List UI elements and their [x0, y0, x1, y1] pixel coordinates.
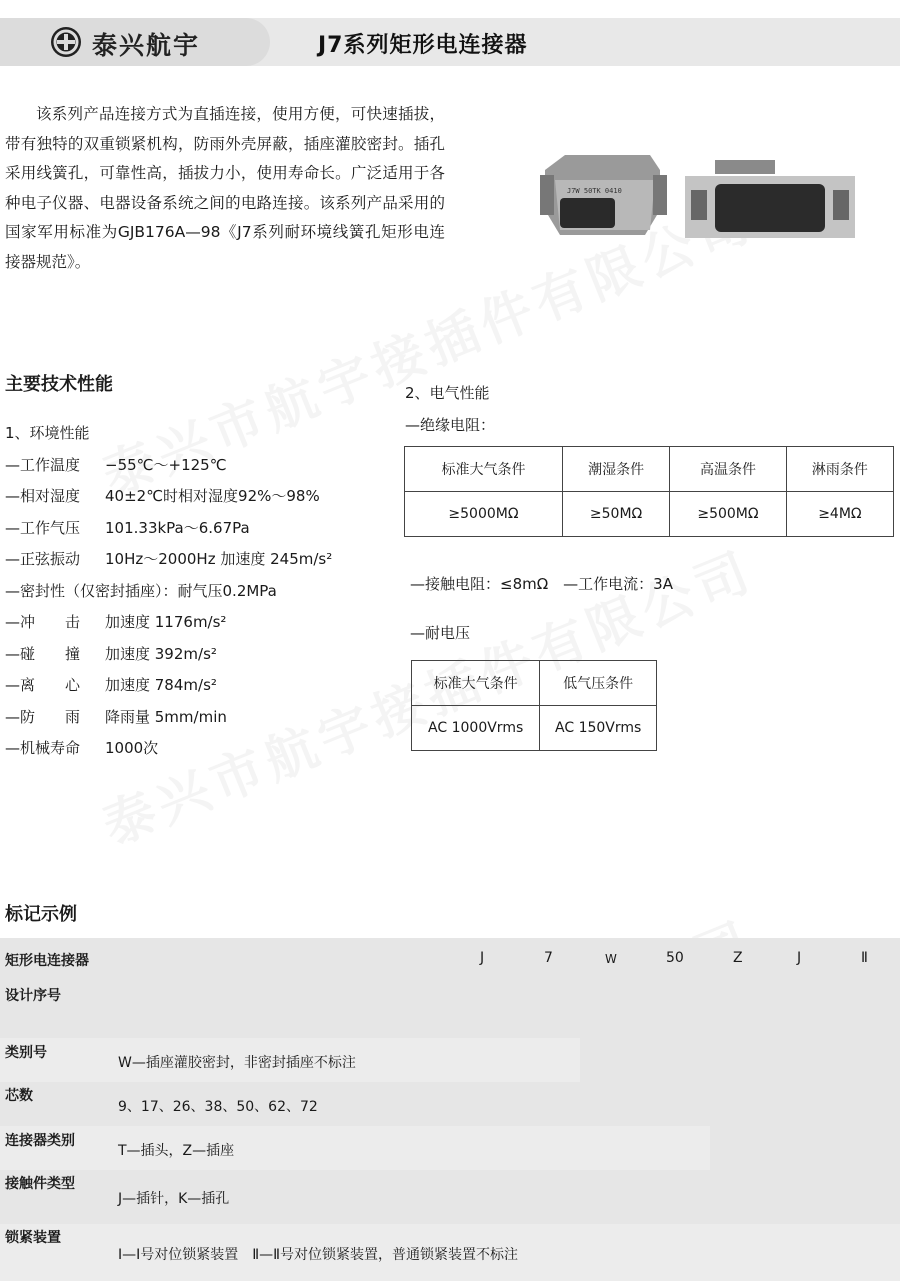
marking-code: Z	[733, 950, 743, 966]
table-cell: ≥500MΩ	[670, 492, 787, 537]
connector-plug-image	[535, 150, 670, 245]
marking-code: Ⅱ	[861, 950, 868, 966]
spec-label: —机械寿命	[5, 739, 81, 757]
withstand-label: —耐电压	[410, 624, 471, 642]
insulation-table	[404, 446, 894, 537]
env-spec-list	[5, 418, 395, 765]
table-cell: AC 1000Vrms	[412, 706, 540, 751]
spec-row	[5, 513, 395, 545]
table-row	[405, 492, 894, 537]
marking-band	[580, 980, 640, 1082]
table-cell: ≥50MΩ	[563, 492, 670, 537]
marking-band	[0, 1082, 710, 1126]
spec-row	[5, 639, 395, 671]
marking-desc: W—插座灌胶密封，非密封插座不标注	[118, 1055, 356, 1071]
marking-code: J	[480, 950, 485, 966]
spec-label: —防 雨	[5, 707, 81, 726]
spec-row	[5, 576, 395, 608]
table-header-cell: 潮湿条件	[563, 447, 670, 492]
photo-label: J7W 50TK 0410	[567, 187, 622, 195]
marking-desc: Ⅰ—Ⅰ号对位锁紧装置 Ⅱ—Ⅱ号对位锁紧装置，普通锁紧装置不标注	[118, 1247, 519, 1263]
marking-code: 7	[544, 950, 553, 966]
spec-value: 10Hz～2000Hz 加速度 245m/s²	[105, 550, 333, 568]
tech-heading: 主要技术性能	[5, 374, 113, 395]
marking-code: W	[605, 952, 617, 966]
spec-label: —相对湿度	[5, 487, 81, 505]
spec-row	[5, 481, 395, 513]
marking-band	[0, 938, 900, 980]
spec-label: —正弦振动	[5, 550, 81, 568]
table-header-row	[412, 661, 657, 706]
insulation-label: —绝缘电阻：	[405, 416, 496, 434]
brand-name: 泰兴航宇	[92, 31, 201, 60]
contact-resistance-line: —接触电阻：≤8mΩ —工作电流：3A	[410, 575, 673, 593]
spec-value: 101.33kPa～6.67Pa	[105, 518, 250, 537]
marking-band	[0, 980, 580, 1038]
marking-code: 50	[666, 950, 684, 966]
marking-desc: T—插头，Z—插座	[118, 1143, 235, 1159]
company-logo-icon	[50, 26, 82, 58]
table-header-cell: 高温条件	[670, 447, 787, 492]
spec-value: 加速度 784m/s²	[105, 676, 217, 694]
intro-paragraph: 该系列产品连接方式为直插连接，使用方便，可快速插拔，带有独特的双重锁紧机构，防雨外壳屏蔽，插座灌胶密封。插孔采用线簧孔，可靠性高，插拔力小，使用寿命长。广泛适用于各种电子仪器、电器设备系统之间的电路连接。该系列产品采用的国家军用标准为GJB176A—98《J7系列耐环境线簧孔矩形电连接器规范》。	[5, 105, 445, 271]
spec-value: −55℃～+125℃	[105, 455, 227, 474]
spec-label: —离 心	[5, 676, 81, 694]
spec-label: —冲 击	[5, 613, 81, 631]
table-header-cell: 标准大气条件	[405, 447, 563, 492]
marking-label: 矩形电连接器	[5, 953, 89, 969]
spec-value: 加速度 392m/s²	[105, 644, 217, 663]
marking-band	[0, 1126, 770, 1170]
marking-label: 连接器类别	[5, 1133, 75, 1149]
spec-value: 降雨量 5mm/min	[105, 707, 227, 726]
spec-row	[5, 670, 395, 702]
env-heading: 1、环境性能	[5, 424, 90, 442]
connector-socket-image	[685, 160, 855, 240]
marking-band	[770, 980, 834, 1224]
table-header-cell: 标准大气条件	[412, 661, 540, 706]
marking-label: 类别号	[5, 1045, 47, 1061]
table-row	[412, 706, 657, 751]
marking-label: 锁紧装置	[5, 1230, 61, 1246]
table-cell: ≥4MΩ	[786, 492, 893, 537]
marking-band	[640, 980, 710, 1126]
table-header-cell: 低气压条件	[540, 661, 657, 706]
marking-heading: 标记示例	[5, 904, 77, 925]
spec-value: 1000次	[105, 739, 159, 757]
spec-row	[5, 607, 395, 639]
spec-row	[5, 544, 395, 576]
marking-label: 芯数	[5, 1088, 33, 1104]
spec-label: —密封性（仅密封插座）：耐气压0.2MPa	[5, 581, 277, 600]
spec-label: —工作气压	[5, 518, 81, 537]
electrical-heading: 2、电气性能	[405, 384, 490, 402]
spec-label: —工作温度	[5, 455, 81, 474]
marking-band	[834, 980, 900, 1224]
marking-desc: J—插针，K—插孔	[118, 1191, 230, 1207]
table-header-cell: 淋雨条件	[786, 447, 893, 492]
table-cell: AC 150Vrms	[540, 706, 657, 751]
spec-value: 加速度 1176m/s²	[105, 613, 227, 631]
spec-row	[5, 450, 395, 482]
page-title: J7系列矩形电连接器	[318, 33, 528, 58]
marking-band	[710, 980, 770, 1170]
spec-label: —碰 撞	[5, 644, 81, 663]
table-header-row	[405, 447, 894, 492]
marking-desc: 9、17、26、38、50、62、72	[118, 1099, 318, 1115]
spec-value: 40±2℃时相对湿度92%～98%	[105, 487, 320, 505]
marking-code: J	[797, 950, 802, 966]
table-cell: ≥5000MΩ	[405, 492, 563, 537]
marking-label: 设计序号	[5, 988, 61, 1004]
withstand-table	[411, 660, 657, 751]
marking-label: 接触件类型	[5, 1176, 75, 1192]
spec-row	[5, 702, 395, 734]
spec-row	[5, 733, 395, 765]
